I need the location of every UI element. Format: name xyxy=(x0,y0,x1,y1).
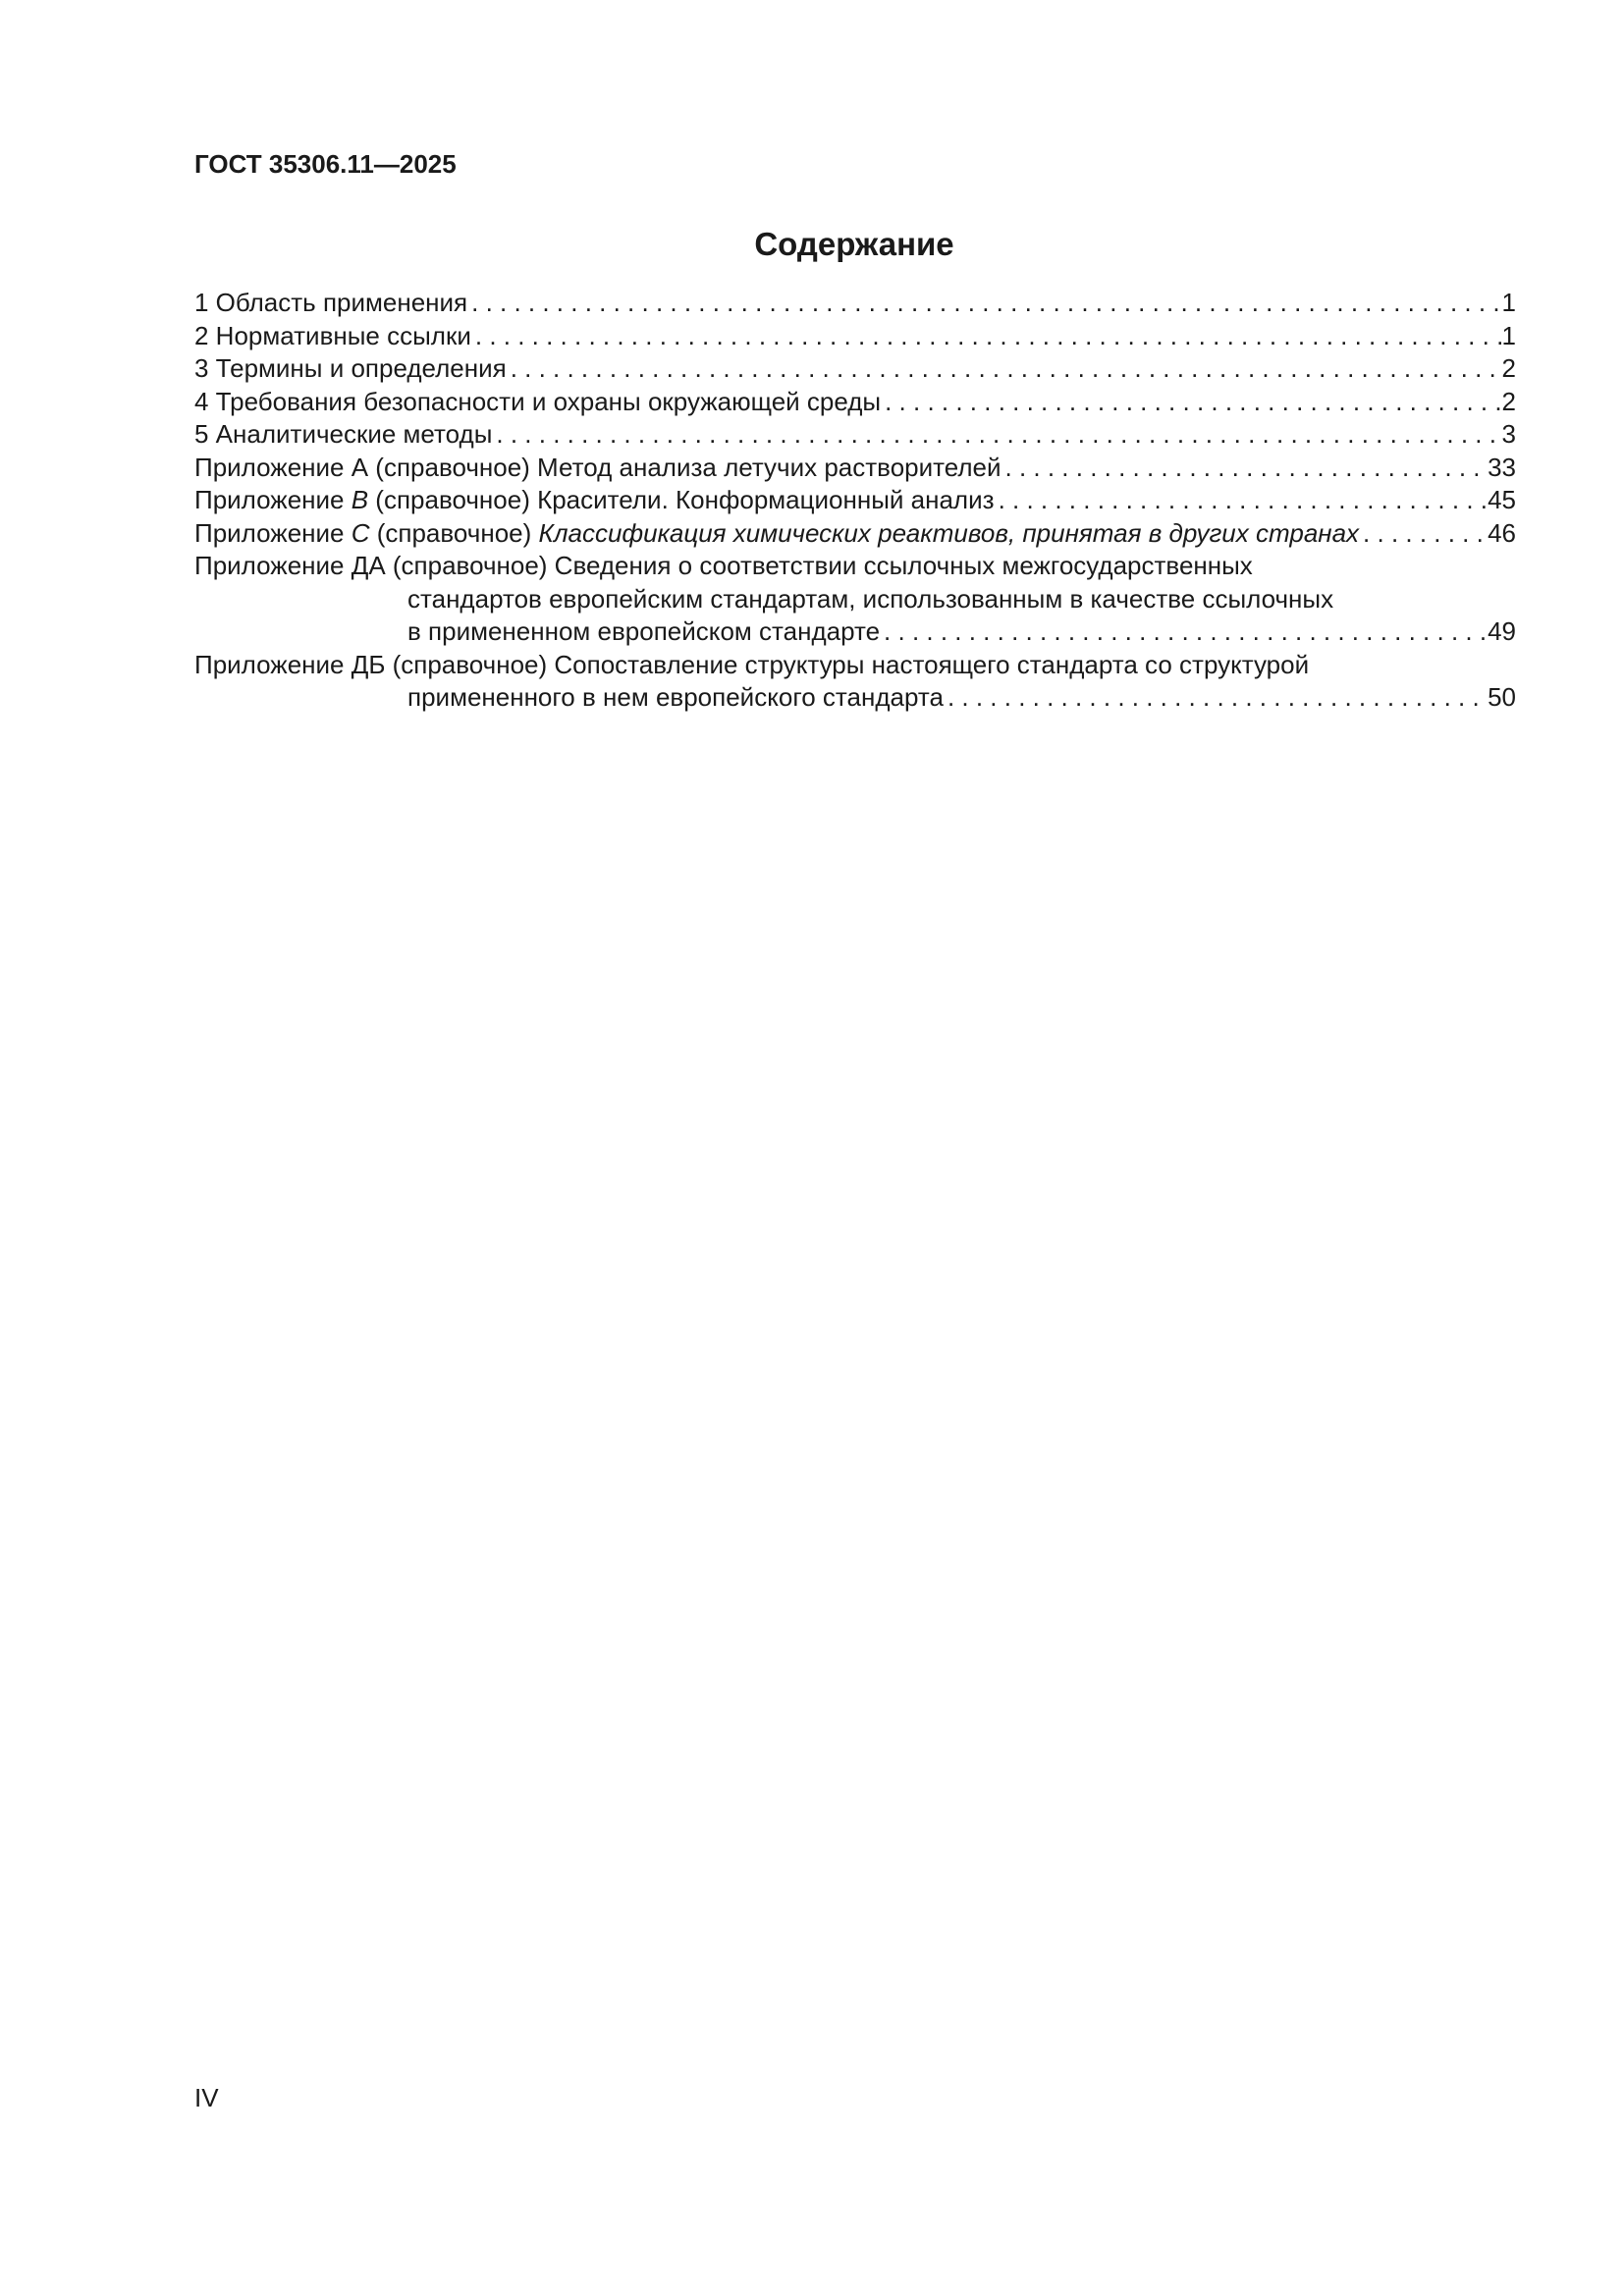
appendix-italic-title: Классификация химических реактивов, принятая в других странах xyxy=(538,517,1360,548)
appendix-suffix: (справочное) xyxy=(369,517,539,548)
page-folio: IV xyxy=(194,2083,219,2112)
toc-entry[interactable] xyxy=(194,386,1516,419)
toc-entry-title: 4 Требования безопасности и охраны окружающей среды xyxy=(194,386,882,416)
toc-entry-line xyxy=(194,615,1516,649)
toc-leader xyxy=(471,320,1502,353)
toc-leader xyxy=(944,681,1488,715)
toc-entry-title: 5 Аналитические методы xyxy=(194,419,493,449)
toc-leader xyxy=(1001,452,1489,485)
toc-page-number: 1 xyxy=(1501,320,1516,350)
toc-leader xyxy=(880,615,1488,649)
appendix-letter: С xyxy=(351,517,370,548)
toc-entry-line xyxy=(194,583,1516,616)
toc-entry[interactable] xyxy=(194,517,1516,551)
toc-leader xyxy=(467,287,1501,320)
toc-entry[interactable] xyxy=(194,320,1516,353)
toc-entry[interactable] xyxy=(194,452,1516,485)
appendix-prefix: Приложение xyxy=(194,485,352,514)
toc-entry-title: Приложение ДА (справочное) Сведения о соответствии ссылочных межгосударственных xyxy=(194,551,1253,580)
toc-title: Содержание xyxy=(754,226,954,262)
toc-entry-title xyxy=(194,484,995,517)
toc-page-number: 2 xyxy=(1501,386,1516,416)
toc-entry-title: Приложение А (справочное) Метод анализа летучих растворителей xyxy=(194,452,1001,482)
toc-page-number: 3 xyxy=(1501,419,1516,449)
appendix-suffix: (справочное) Красители. Конформационный анализ xyxy=(368,485,995,514)
toc-entry-title: 1 Область применения xyxy=(194,288,468,317)
toc-entry-title-cont: примененного в нем европейского стандарта xyxy=(407,682,944,712)
toc-entry-line xyxy=(194,681,1516,715)
toc-entry-title xyxy=(194,517,1359,551)
toc-entry-line xyxy=(194,649,1516,682)
toc-page-number: 46 xyxy=(1488,517,1516,548)
toc-page-number: 1 xyxy=(1501,288,1516,317)
toc-entry[interactable] xyxy=(194,352,1516,386)
toc-leader xyxy=(1359,517,1488,551)
toc-leader xyxy=(881,386,1501,419)
toc-entry-line xyxy=(194,550,1516,583)
toc-page-number: 33 xyxy=(1488,452,1516,482)
document-code: ГОСТ 35306.11—2025 xyxy=(194,149,457,179)
toc-leader xyxy=(492,418,1501,452)
toc-page-number: 49 xyxy=(1488,616,1516,646)
appendix-letter: В xyxy=(351,485,369,514)
toc-entry-title: Приложение ДБ (справочное) Сопоставление структуры настоящего стандарта со структурой xyxy=(194,649,1310,679)
toc-entry[interactable] xyxy=(194,484,1516,517)
toc-entry-title-cont: стандартов европейским стандартам, использованным в качестве ссылочных xyxy=(407,583,1334,614)
toc-page-number: 45 xyxy=(1488,485,1516,514)
appendix-prefix: Приложение xyxy=(194,517,352,548)
toc-leader xyxy=(507,352,1502,386)
toc-entry[interactable] xyxy=(194,649,1516,715)
toc-entry[interactable] xyxy=(194,550,1516,649)
toc-entry-title: 2 Нормативные ссылки xyxy=(194,320,471,350)
table-of-contents xyxy=(194,287,1516,715)
toc-entry-title: 3 Термины и определения xyxy=(194,353,507,383)
toc-entry-title-cont: в примененном европейском стандарте xyxy=(407,616,881,646)
toc-entry[interactable] xyxy=(194,287,1516,320)
toc-page-number: 50 xyxy=(1488,682,1516,712)
toc-leader xyxy=(995,484,1489,517)
toc-page-number: 2 xyxy=(1501,353,1516,383)
toc-entry[interactable] xyxy=(194,418,1516,452)
